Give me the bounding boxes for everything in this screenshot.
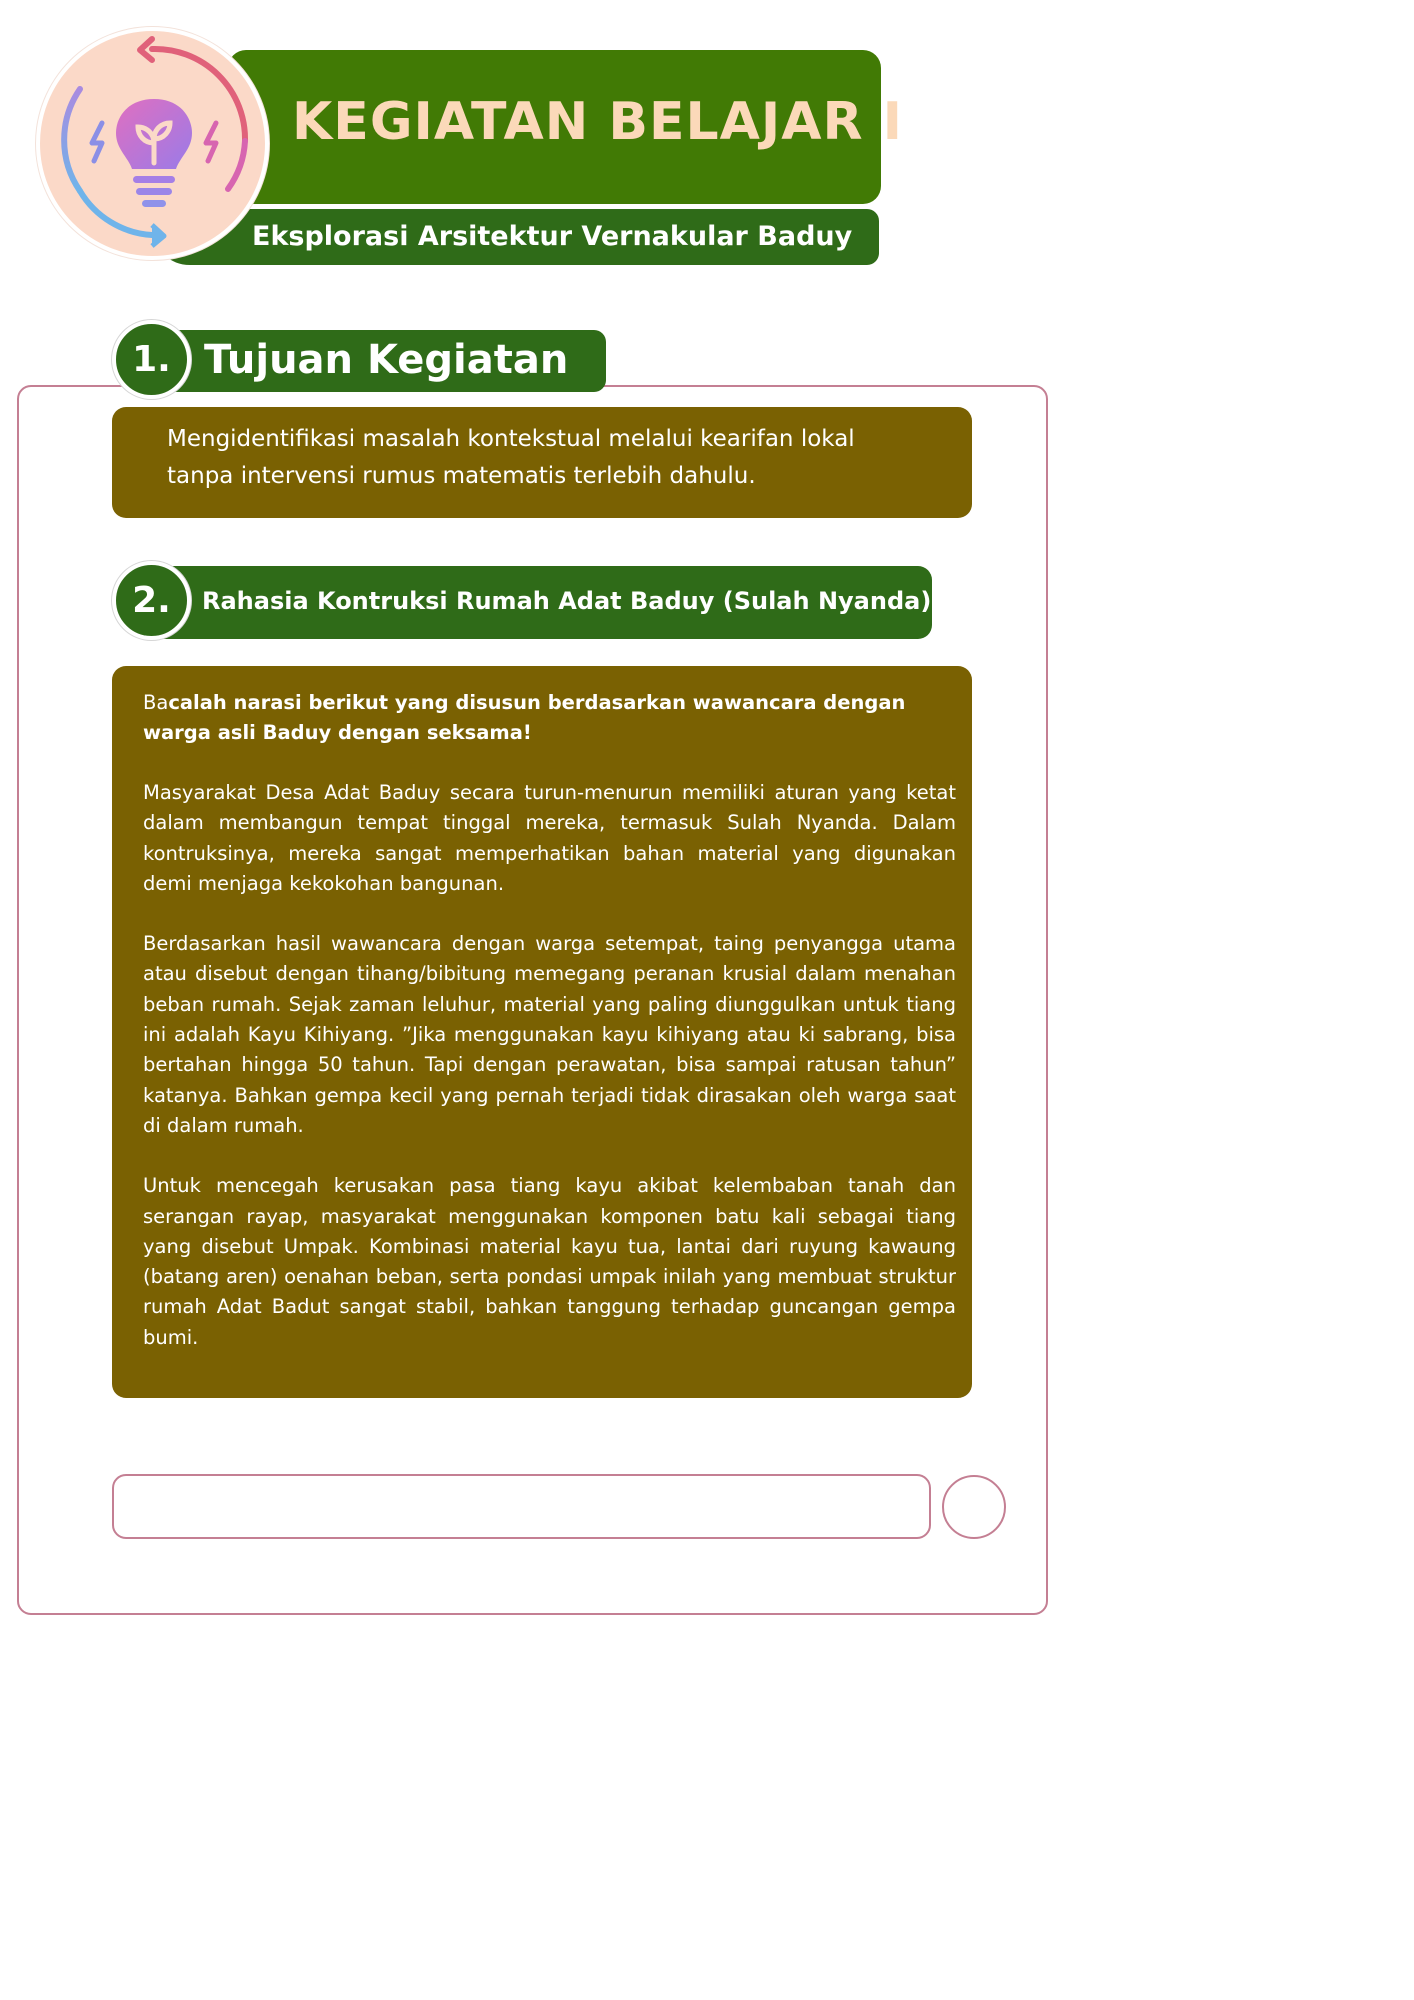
answer-input-field[interactable] [112, 1474, 931, 1539]
page-title: KEGIATAN BELAJAR I [292, 92, 903, 152]
lightbulb-sprout-cycle-icon [36, 27, 269, 260]
reading-instruction [143, 688, 943, 748]
section1-number-badge: 1. [112, 320, 191, 399]
story-paragraph-1: Masyarakat Desa Adat Baduy secara turun-menurun memiliki aturan yang ketat dalam membangun tempat tinggal mereka, termasuk Sulah Nyanda. Dalam kontruksinya, mereka sangat memperhatikan bahan material yang digunakan demi menjaga kekokohan bangunan. [143, 781, 956, 895]
section2-header [150, 566, 932, 639]
instruction-lead: Ba [143, 691, 169, 714]
title-banner [228, 50, 903, 204]
section1-header [148, 330, 606, 392]
section2-title: Rahasia Kontruksi Rumah Adat Baduy (Sulah Nyanda) [202, 587, 932, 615]
section2-story-box [112, 666, 972, 1398]
story-paragraph-2: Berdasarkan hasil wawancara dengan warga setempat, taing penyangga utama atau disebut dengan tihang/bibitung memegang peranan krusial dalam menahan beban rumah. Sejak zaman leluhur, material yang paling diunggulkan untuk tiang ini adalah Kayu Kihiyang. ”Jika menggunakan kayu kihiyang atau ki sabrang, bisa bertahan hingga 50 tahun. Tapi dengan perawatan, bisa sampai ratusan tahun” katanya. Bahkan gempa kecil yang pernah terjadi tidak dirasakan oleh warga saat di dalam rumah. [143, 932, 956, 1137]
section1-title: Tujuan Kegiatan [204, 337, 569, 383]
story-paragraph-3: Untuk mencegah kerusakan pasa tiang kayu akibat kelembaban tanah dan serangan rayap, masyarakat menggunakan komponen batu kali sebagai tiang yang disebut Umpak. Kombinasi material kayu tua, lantai dari ruyung kawaung (batang aren) oenahan beban, serta pondasi umpak inilah yang membuat struktur rumah Adat Badut sangat stabil, bahkan tanggung terhadap guncangan gempa bumi. [143, 1174, 956, 1349]
section1-goal-text: Mengidentifikasi masalah kontekstual melalui kearifan lokal tanpa intervensi rumus matematis terlebih dahulu. [167, 426, 855, 489]
answer-circle-button[interactable] [942, 1475, 1006, 1539]
section2-number-badge: 2. [112, 561, 191, 640]
page-subtitle: Eksplorasi Arsitektur Vernakular Baduy [252, 221, 853, 252]
section1-goal-box [112, 407, 972, 518]
instruction-rest: calah narasi berikut yang disusun berdasarkan wawancara dengan warga asli Baduy dengan seksama! [143, 691, 906, 744]
